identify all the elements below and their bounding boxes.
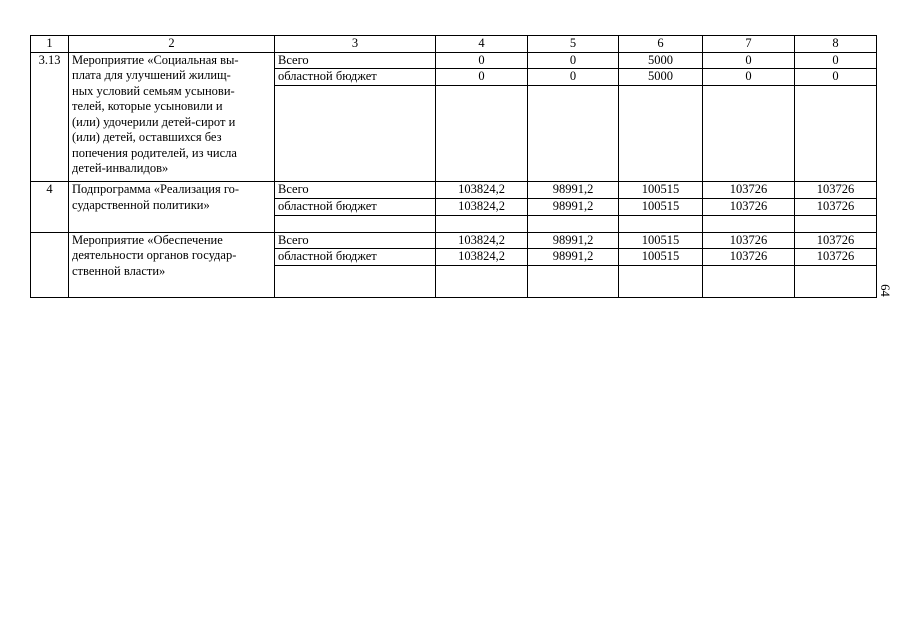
header-cell: 5 — [528, 36, 619, 53]
value-cell: 0 — [795, 69, 877, 86]
value-cell: 98991,2 — [528, 249, 619, 266]
value-cell: 103824,2 — [436, 232, 528, 249]
description-line: Мероприятие «Обеспечение — [72, 232, 223, 247]
description-line: Мероприятие «Социальная вы- — [72, 52, 239, 67]
row-number: 3.13 — [31, 52, 69, 182]
header-cell: 7 — [703, 36, 795, 53]
empty-cell — [619, 86, 703, 182]
funding-source: областной бюджет — [275, 69, 436, 86]
table-row — [31, 52, 877, 69]
budget-table — [30, 35, 877, 298]
value-cell: 98991,2 — [528, 182, 619, 199]
row-description — [69, 232, 275, 298]
value-cell: 103824,2 — [436, 182, 528, 199]
page-number: 64 — [877, 284, 892, 297]
value-cell: 0 — [795, 52, 877, 69]
description-line: (или) детей, оставшихся без — [72, 130, 222, 144]
funding-source: Всего — [275, 182, 436, 199]
description-line: детей-инвалидов» — [72, 161, 169, 175]
description-line: деятельности органов государ- — [72, 248, 237, 262]
description-line: (или) удочерили детей-сирот и — [72, 114, 236, 129]
value-cell: 0 — [436, 69, 528, 86]
row-description — [69, 52, 275, 182]
value-cell: 103726 — [703, 182, 795, 199]
value-cell: 5000 — [619, 69, 703, 86]
value-cell: 0 — [436, 52, 528, 69]
empty-cell — [436, 86, 528, 182]
description-line: ственной власти» — [72, 263, 166, 278]
description-line: сударственной политики» — [72, 197, 210, 212]
value-cell: 103824,2 — [436, 249, 528, 266]
value-cell: 5000 — [619, 52, 703, 69]
empty-cell — [795, 86, 877, 182]
value-cell: 100515 — [619, 182, 703, 199]
empty-cell — [275, 86, 436, 182]
empty-cell — [275, 266, 436, 298]
description-line: телей, которые усыновили и — [72, 99, 223, 113]
row-description — [69, 182, 275, 233]
empty-cell — [528, 215, 619, 232]
funding-source: Всего — [275, 52, 436, 69]
description-line: плата для улучшений жилищ- — [72, 68, 231, 82]
value-cell: 100515 — [619, 198, 703, 215]
value-cell: 100515 — [619, 232, 703, 249]
empty-cell — [703, 86, 795, 182]
table-row — [31, 232, 877, 249]
table-row — [31, 182, 877, 199]
empty-cell — [528, 266, 619, 298]
value-cell: 98991,2 — [528, 232, 619, 249]
value-cell: 103726 — [703, 198, 795, 215]
funding-source: областной бюджет — [275, 249, 436, 266]
header-row — [31, 36, 877, 53]
value-cell: 103726 — [795, 249, 877, 266]
description-line: ных условий семьям усынови- — [72, 83, 235, 98]
empty-cell — [795, 266, 877, 298]
header-cell: 4 — [436, 36, 528, 53]
empty-cell — [619, 266, 703, 298]
description-line: Подпрограмма «Реализация го- — [72, 182, 240, 196]
value-cell: 103726 — [703, 232, 795, 249]
value-cell: 103726 — [703, 249, 795, 266]
value-cell: 103726 — [795, 198, 877, 215]
header-cell: 6 — [619, 36, 703, 53]
value-cell: 98991,2 — [528, 198, 619, 215]
empty-cell — [619, 215, 703, 232]
funding-source: областной бюджет — [275, 198, 436, 215]
header-cell: 3 — [275, 36, 436, 53]
empty-cell — [703, 266, 795, 298]
header-cell: 8 — [795, 36, 877, 53]
value-cell: 103726 — [795, 182, 877, 199]
empty-cell — [275, 215, 436, 232]
header-cell: 2 — [69, 36, 275, 53]
empty-cell — [795, 215, 877, 232]
value-cell: 103824,2 — [436, 198, 528, 215]
empty-cell — [436, 215, 528, 232]
value-cell: 0 — [703, 52, 795, 69]
value-cell: 0 — [703, 69, 795, 86]
empty-cell — [436, 266, 528, 298]
funding-source: Всего — [275, 232, 436, 249]
value-cell: 100515 — [619, 249, 703, 266]
value-cell: 0 — [528, 69, 619, 86]
value-cell: 0 — [528, 52, 619, 69]
empty-cell — [528, 86, 619, 182]
description-line: попечения родителей, из числа — [72, 145, 237, 160]
empty-cell — [703, 215, 795, 232]
value-cell: 103726 — [795, 232, 877, 249]
header-cell: 1 — [31, 36, 69, 53]
row-number — [31, 232, 69, 298]
row-number: 4 — [31, 182, 69, 233]
